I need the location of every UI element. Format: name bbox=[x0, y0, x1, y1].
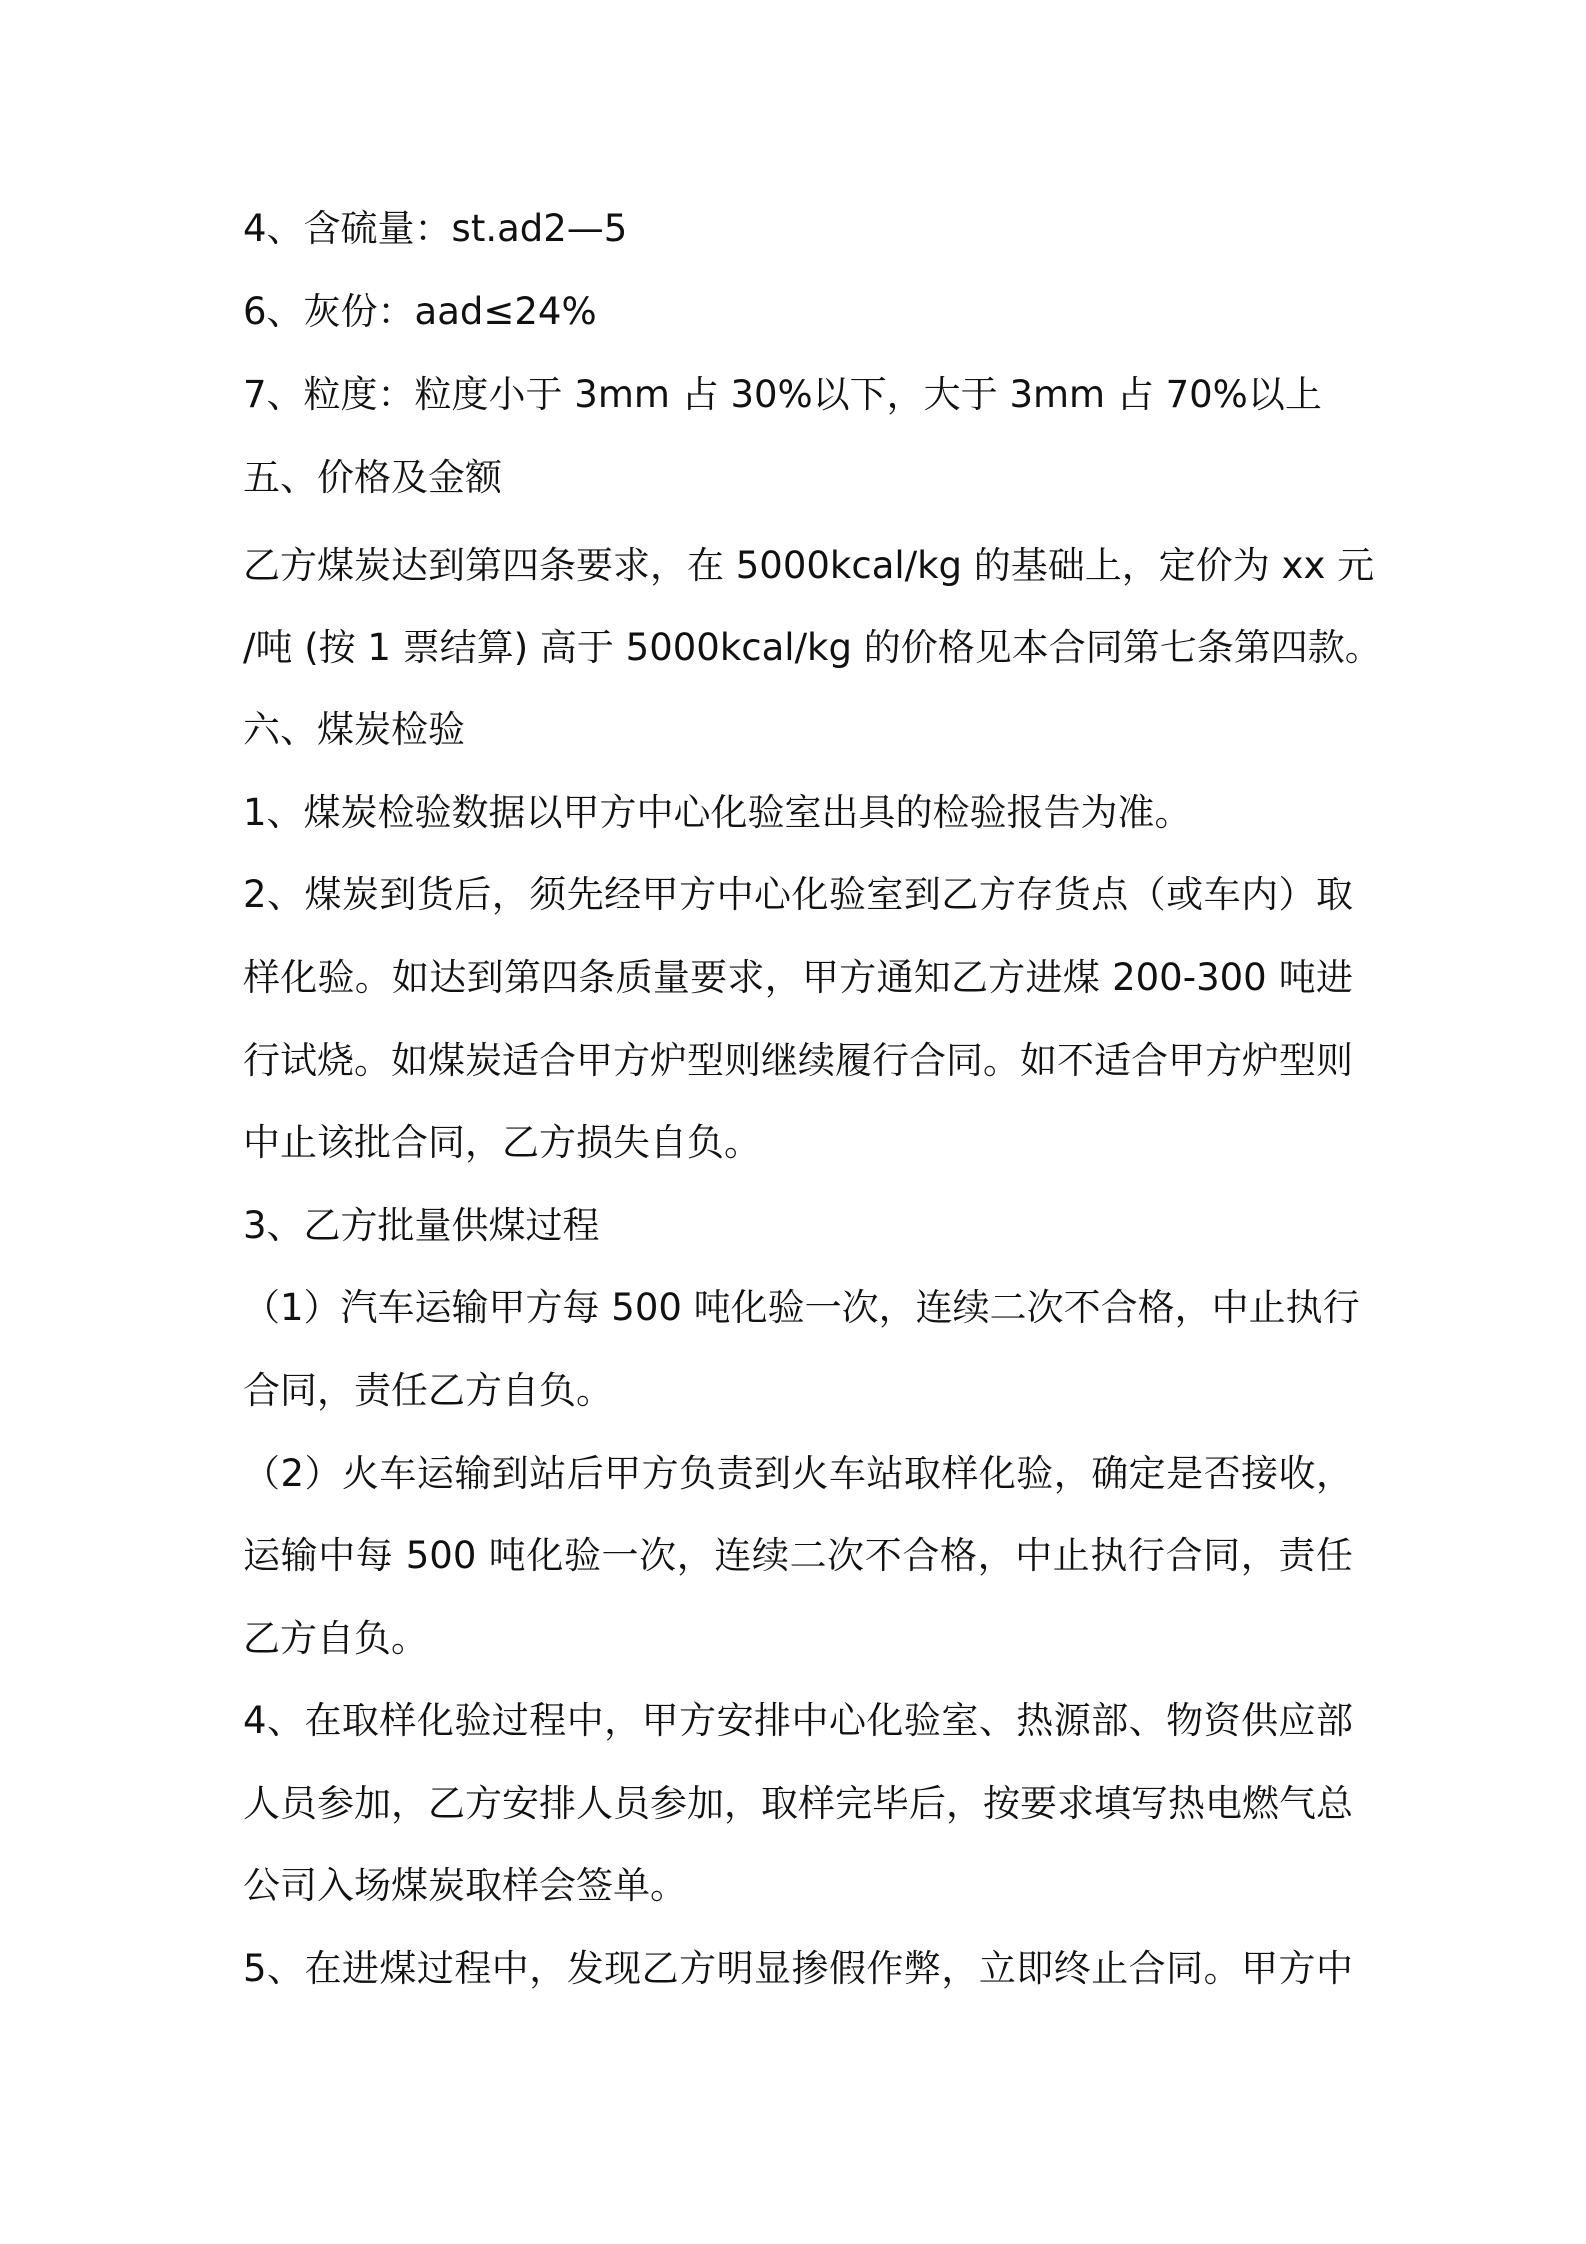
text-line-inspection-2d: 中止该批合同，乙方损失自负。 bbox=[243, 1121, 761, 1164]
text-line-ash: 6、灰份：aad≤24% bbox=[243, 290, 597, 333]
text-line-inspection-2c: 行试烧。如煤炭适合甲方炉型则继续履行合同。如不适合甲方炉型则 bbox=[243, 1039, 1353, 1082]
text-line-price-1: 乙方煤炭达到第四条要求，在 5000kcal/kg 的基础上，定价为 xx 元 bbox=[243, 544, 1375, 587]
section-heading-price: 五、价格及金额 bbox=[243, 456, 502, 499]
text-line-sulfur: 4、含硫量：st.ad2—5 bbox=[243, 207, 628, 250]
text-line-train-3: 乙方自负。 bbox=[243, 1617, 428, 1660]
text-line-sampling-1: 4、在取样化验过程中，甲方安排中心化验室、热源部、物资供应部 bbox=[243, 1699, 1353, 1742]
text-line-train-2: 运输中每 500 吨化验一次，连续二次不合格，中止执行合同，责任 bbox=[243, 1534, 1353, 1577]
section-heading-inspection: 六、煤炭检验 bbox=[243, 708, 465, 751]
text-line-inspection-1: 1、煤炭检验数据以甲方中心化验室出具的检验报告为准。 bbox=[243, 791, 1192, 834]
text-line-train-1: （2）火车运输到站后甲方负责到火车站取样化验，确定是否接收， bbox=[243, 1452, 1353, 1495]
text-line-inspection-2b: 样化验。如达到第四条质量要求，甲方通知乙方进煤 200-300 吨进 bbox=[243, 956, 1353, 999]
text-line-fraud-1: 5、在进煤过程中，发现乙方明显掺假作弊，立即终止合同。甲方中 bbox=[243, 1947, 1353, 1990]
text-line-inspection-2a: 2、煤炭到货后，须先经甲方中心化验室到乙方存货点（或车内）取 bbox=[243, 873, 1353, 916]
text-line-granularity: 7、粒度：粒度小于 3mm 占 30%以下，大于 3mm 占 70%以上 bbox=[243, 373, 1322, 416]
text-line-truck-1: （1）汽车运输甲方每 500 吨化验一次，连续二次不合格，中止执行 bbox=[243, 1286, 1360, 1329]
text-line-sampling-2: 人员参加，乙方安排人员参加，取样完毕后，按要求填写热电燃气总 bbox=[243, 1782, 1353, 1825]
text-line-sampling-3: 公司入场煤炭取样会签单。 bbox=[243, 1864, 687, 1907]
text-line-truck-2: 合同，责任乙方自负。 bbox=[243, 1369, 613, 1412]
text-line-inspection-3: 3、乙方批量供煤过程 bbox=[243, 1204, 600, 1247]
text-line-price-2: /吨 (按 1 票结算) 高于 5000kcal/kg 的价格见本合同第七条第四款。 bbox=[243, 626, 1382, 669]
